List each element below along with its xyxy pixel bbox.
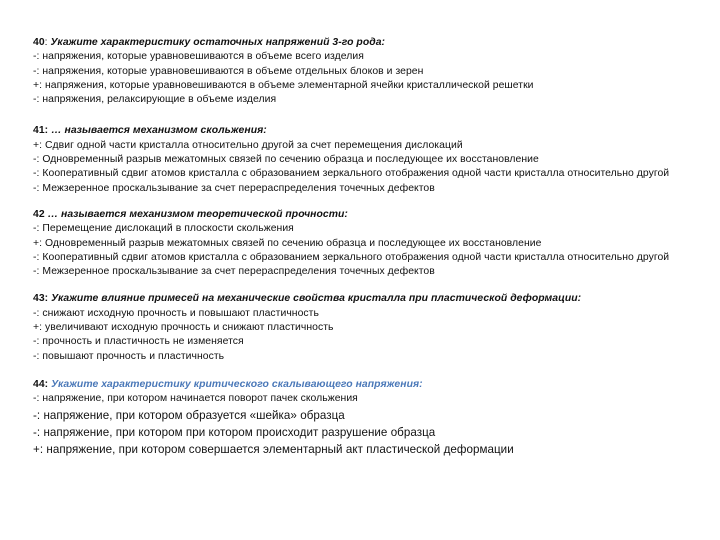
answer-option: -: напряжение, при котором при котором происходит разрушение образца <box>33 425 436 439</box>
question-text: Укажите влияние примесей на механические свойства кристалла при пластической деформации: <box>51 293 582 305</box>
spacer <box>33 107 683 124</box>
spacer <box>33 196 683 208</box>
question-number: 43 <box>33 293 45 305</box>
question-text: … называется механизмом скольжения: <box>51 125 267 137</box>
question-number: 41 <box>33 125 45 137</box>
answer-option: +: Сдвиг одной части кристалла относительно другой за счет перемещения дислокаций <box>33 139 463 151</box>
question-43 <box>33 292 683 363</box>
question-number: 40 <box>33 37 45 48</box>
test-questions-page <box>33 36 683 458</box>
answer-option: +: напряжения, которые уравновешиваются в объеме элементарной ячейки кристаллической решетки <box>33 79 534 91</box>
question-header <box>33 378 683 392</box>
answer-option: -: Одновременный разрыв межатомных связей по сечению образца и последующее их восстановление <box>33 154 539 166</box>
question-number: 44 <box>33 378 45 390</box>
answer-option: -: Межзеренное проскальзывание за счет перераспределения точечных дефектов <box>33 182 435 194</box>
answer-option: -: напряжение, при котором начинается поворот пачек скольжения <box>33 393 358 405</box>
answer-option: -: прочность и пластичность не изменяется <box>33 336 244 348</box>
question-text: Укажите характеристику остаточных напряжений 3-го рода: <box>50 37 386 48</box>
answer-option: -: Кооперативный сдвиг атомов кристалла с образованием зеркального отображения одной части кристалла относительно другой <box>33 251 670 263</box>
spacer <box>33 279 683 292</box>
question-number: 42 <box>33 208 45 220</box>
answer-option: -: Межзеренное проскальзывание за счет перераспределения точечных дефектов <box>33 266 435 278</box>
answer-option: +: напряжение, при котором совершается элементарный акт пластической деформации <box>33 442 514 456</box>
answer-option: -: снижают исходную прочность и повышают пластичность <box>33 307 319 319</box>
answer-option: -: напряжения, которые уравновешиваются в объеме всего изделия <box>33 51 364 63</box>
question-42 <box>33 208 683 279</box>
answer-option: -: напряжения, которые уравновешиваются в объеме отдельных блоков и зерен <box>33 65 424 77</box>
question-41 <box>33 124 683 195</box>
answer-option: -: напряжение, при котором образуется «шейка» образца <box>33 408 345 422</box>
answer-option: -: напряжения, релаксирующие в объеме изделия <box>33 94 277 106</box>
question-separator: : <box>44 125 52 137</box>
answer-option: -: повышают прочность и пластичность <box>33 350 225 362</box>
question-40 <box>33 36 683 107</box>
question-header <box>33 124 683 138</box>
spacer <box>33 364 683 378</box>
question-44 <box>33 378 683 458</box>
question-separator: : <box>44 378 52 390</box>
question-header <box>33 36 683 50</box>
answer-option: +: увеличивают исходную прочность и снижают пластичность <box>33 322 334 334</box>
question-text: Укажите характеристику критического скалывающего напряжения: <box>51 378 423 390</box>
question-header <box>33 292 683 306</box>
question-separator: : <box>44 293 52 305</box>
answer-option: +: Одновременный разрыв межатомных связей по сечению образца и последующее их восстановление <box>33 237 542 249</box>
question-header <box>33 208 683 222</box>
answer-option: -: Кооперативный сдвиг атомов кристалла с образованием зеркального отображения одной части кристалла относительно другой <box>33 168 670 180</box>
answer-option: -: Перемещение дислокаций в плоскости скольжения <box>33 223 294 235</box>
question-text: … называется механизмом теоретической прочности: <box>47 208 348 220</box>
question-separator: : <box>44 37 51 48</box>
